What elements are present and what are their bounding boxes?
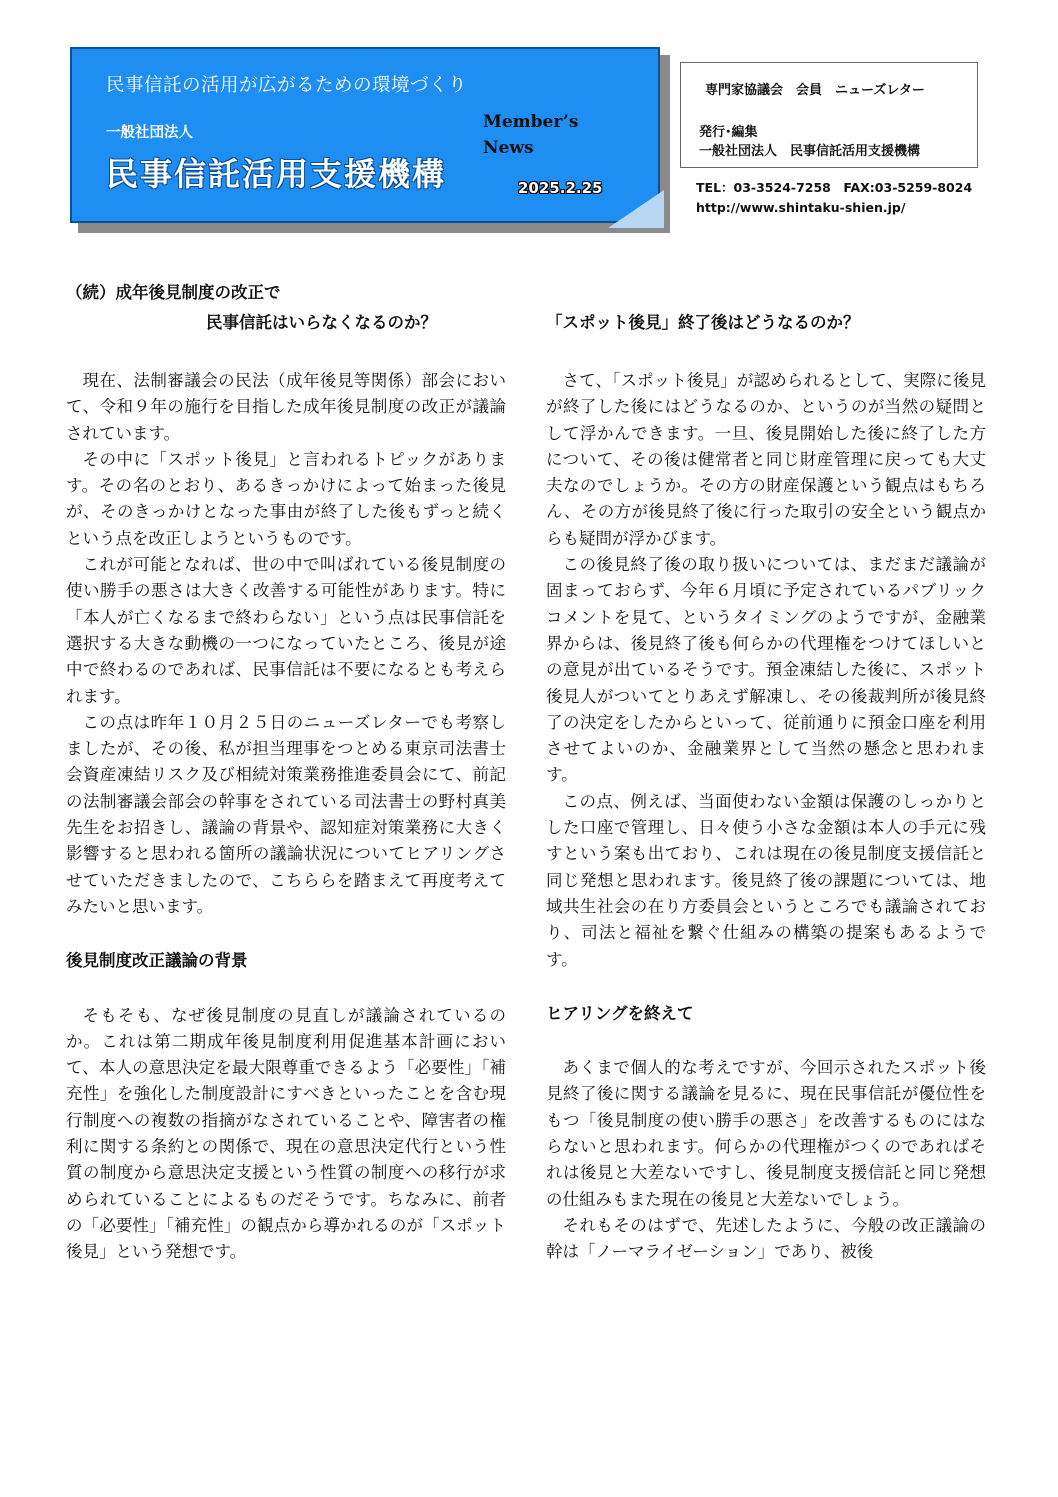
paragraph: 現在、法制審議会の民法（成年後見等関係）部会において、令和９年の施行を目指した成年後見制度の改正が議論されています。 <box>66 371 506 443</box>
section-title-background: 後見制度改正議論の背景 <box>66 951 248 971</box>
members-news-label <box>483 109 578 161</box>
section-title-hearing: ヒアリングを終えて <box>546 1003 694 1023</box>
right-column <box>546 278 986 1266</box>
members-line-2: News <box>483 138 534 158</box>
header-banner <box>70 47 660 223</box>
left-column <box>66 278 506 1266</box>
article-title <box>66 278 506 338</box>
article-title-line-2: 民事信託はいらなくなるのか？ <box>206 313 437 332</box>
contact-block <box>696 178 972 218</box>
members-line-1: Member’s <box>483 112 579 132</box>
paragraph: そもそも、なぜ後見制度の見直しが議論されているのか。これは第二期成年後見制度利用促進基本計画において、本人の意思決定を最大限尊重できるよう「必要性」「補充性」を強化した制度設計にすべきといったことを含む現行制度への複数の指摘がなされていることや、障害者の権利に関する条約との関係で、現在の意思決定代行という性質の制度から意思決定支援という性質の制度への移行が求められていることによるものだそうです。ちなみに、前者の「必要性」「補充性」の観点から導かれるのが「スポット後見」という発想です。 <box>66 1005 507 1262</box>
paragraph: それもそのはずで、先述したように、今般の改正議論の幹は「ノーマライゼーション」であり、被後 <box>546 1215 986 1262</box>
paragraph: この点、例えば、当面使わない金額は保護のしっかりとした口座で管理し、日々使う小さな金額は本人の手元に残すという案も出ており、これは現在の後見制度支援信託と同じ発想と思われます。後見終了後の課題については、地域共生社会の在り方委員会というところでも議論されており、司法と福祉を繋ぐ仕組みの構築の提案もあるようです。 <box>546 791 986 969</box>
article-title-line-1: （続）成年後見制度の改正で <box>66 283 281 302</box>
issue-date: 2025.2.25 <box>518 179 603 197</box>
newsletter-title: 専門家協議会 会員 ニューズレター <box>705 83 925 98</box>
org-name-logo: 民事信託活用支援機構 <box>106 155 447 193</box>
paragraph: その中に「スポット後見」と言われるトピックがあります。その名のとおり、あるきっかけによって始まった後見が、そのきっかけとなった事由が終了した後もずっと続くという点を改正しようというものです。 <box>66 449 506 548</box>
org-type-label: 一般社団法人 <box>106 125 193 141</box>
newsletter-info-box <box>680 62 978 168</box>
contact-tel-fax: TEL：03-3524-7258 FAX:03-5259-8024 <box>696 180 973 195</box>
publisher-name: 一般社団法人 民事信託活用支援機構 <box>699 144 921 159</box>
paragraph: あくまで個人的な考えですが、今回示されたスポット後見終了後に関する議論を見るに、現在民事信託が優位性をもつ「後見制度の使い勝手の悪さ」を改善するものにはならないと思われます。何らかの代理権がつくのであればそれは後見と大差ないですし、後見制度支援信託と同じ発想の仕組みもまた現在の後見と大差ないでしょう。 <box>546 1058 987 1209</box>
paragraph: これが可能となれば、世の中で叫ばれている後見制度の使い勝手の悪さは大きく改善する可能性があります。特に「本人が亡くなるまで終わらない」という点は民事信託を選択する大きな動機の一つになっていたところ、後見が途中で終わるのであれば、民事信託は不要になるとも考えられます。 <box>66 555 506 706</box>
publisher-label: 発行･編集 <box>699 125 758 140</box>
section-title-spot: 「スポット後見」終了後はどうなるのか？ <box>546 313 860 332</box>
contact-url-link[interactable]: http://www.shintaku-shien.jp/ <box>696 200 906 215</box>
paragraph: さて、「スポット後見」が認められるとして、実際に後見が終了した後にはどうなるのか、というのが当然の疑問として浮かんできます。一旦、後見開始した後に終了した方について、その後は健常者と同じ財産管理に戻っても大丈夫なのでしょうか。その方の財産保護という観点はもちろん、その方が後見終了後に行った取引の安全という観点からも疑問が浮かびます。 <box>546 371 986 548</box>
paragraph: この後見終了後の取り扱いについては、まだまだ議論が固まっておらず、今年６月頃に予定されているパブリックコメントを見て、というタイミングのようですが、金融業界からは、後見終了後も何らかの代理権をつけてほしいとの意見が出ているそうです。預金凍結した後に、スポット後見人がついてとりあえず解凍し、その後裁判所が後見終了の決定をしたからといって、従前通りに預金口座を利用させてよいのか、金融業界として当然の懸念と思われます。 <box>546 555 987 785</box>
banner-tagline: 民事信託の活用が広がるための環境づくり <box>106 75 468 96</box>
paragraph: この点は昨年１０月２５日のニューズレターでも考察しましたが、その後、私が担当理事をつとめる東京司法書士会資産凍結リスク及び相続対策業務推進委員会にて、前記の法制審議会部会の幹事をされている司法書士の野村真美先生をお招きし、議論の背景や、認知症対策業務に大きく影響すると思われる箇所の議論状況についてヒアリングさせていただきましたので、こちららを踏まえて再度考えてみたいと思います。 <box>66 712 507 916</box>
